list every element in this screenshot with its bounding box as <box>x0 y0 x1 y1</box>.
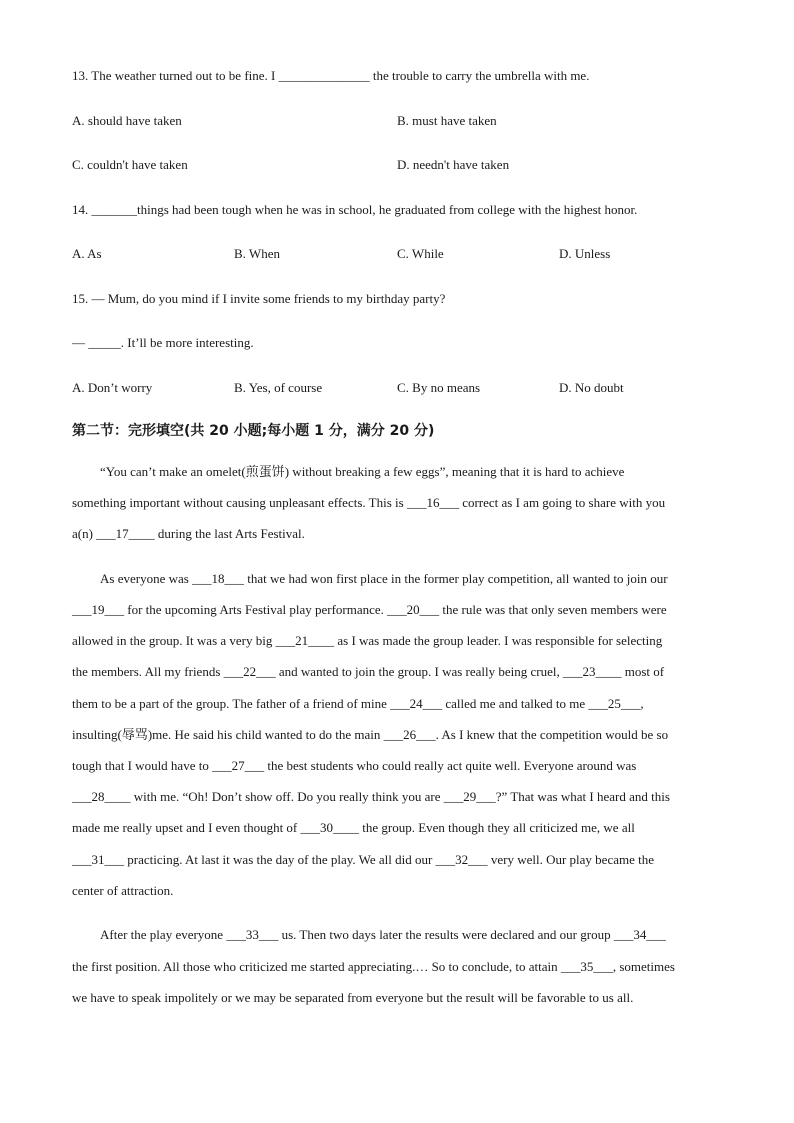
passage-line-8: them to be a part of the group. The father of a friend of mine ___24___ called me and talked to me ___25___, <box>72 696 644 711</box>
passage-line-1: “You can’t make an omelet(煎蛋饼) without breaking a few eggs”, meaning that it is hard to achieve <box>100 464 625 479</box>
question-13-stem: 13. The weather turned out to be fine. I ______________ the trouble to carry the umbrella with me. <box>72 68 590 83</box>
question-15-option-c: C. By no means <box>397 380 481 395</box>
passage-line-5: ___19___ for the upcoming Arts Festival play performance. ___20___ the rule was that only seven members were <box>72 602 667 617</box>
question-14-stem: 14. _______things had been tough when he was in school, he graduated from college with the highest honor. <box>72 202 638 217</box>
question-14-option-d: D. Unless <box>559 246 611 261</box>
question-14-option-a: A. As <box>72 246 102 261</box>
passage-line-6: allowed in the group. It was a very big ___21____ as I was made the group leader. I was responsible for selecting <box>72 633 663 648</box>
passage-line-3: a(n) ___17____ during the last Arts Festival. <box>72 526 305 541</box>
section-heading: 第二节：完形填空(共 20 小题;每小题 1 分，满分 20 分) <box>72 423 435 439</box>
question-15-response: — _____. It’ll be more interesting. <box>72 335 254 350</box>
question-15-option-b: B. Yes, of course <box>234 380 323 395</box>
question-14-option-c: C. While <box>397 246 444 261</box>
question-13-option-c: C. couldn't have taken <box>72 157 188 172</box>
passage-line-17: we have to speak impolitely or we may be separated from everyone but the result will be favorable to us all. <box>72 990 634 1005</box>
passage-line-15: After the play everyone ___33___ us. Then two days later the results were declared and our group ___34___ <box>100 927 666 942</box>
passage-line-16: the first position. All those who criticized me started appreciating.… So to conclude, to attain ___35___, sometimes <box>72 959 675 974</box>
passage-line-9: insulting(辱骂)me. He said his child wanted to do the main ___26___. As I knew that the competition would be so <box>72 727 669 742</box>
question-14-option-b: B. When <box>234 246 280 261</box>
question-15-option-a: A. Don’t worry <box>72 380 153 395</box>
passage-line-4: As everyone was ___18___ that we had won first place in the former play competition, all wanted to join our <box>100 571 668 586</box>
question-15-stem: 15. — Mum, do you mind if I invite some friends to my birthday party? <box>72 291 446 306</box>
passage-line-12: made me really upset and I even thought of ___30____ the group. Even though they all criticized me, we all <box>72 820 635 835</box>
question-13-option-d: D. needn't have taken <box>397 157 510 172</box>
passage-line-10: tough that I would have to ___27___ the best students who could really act quite well. Everyone around was <box>72 758 637 773</box>
passage-line-11: ___28____ with me. “Oh! Don’t show off. Do you really think you are ___29___?” That was what I heard and this <box>72 789 670 804</box>
passage-line-2: something important without causing unpleasant effects. This is ___16___ correct as I am going to share with you <box>72 495 666 510</box>
passage-line-13: ___31___ practicing. At last it was the day of the play. We all did our ___32___ very well. Our play became the <box>72 852 655 867</box>
question-13-option-b: B. must have taken <box>397 113 497 128</box>
question-15-option-d: D. No doubt <box>559 380 624 395</box>
passage-line-7: the members. All my friends ___22___ and wanted to join the group. I was really being cruel, ___23____ most of <box>72 664 665 679</box>
passage-line-14: center of attraction. <box>72 883 174 898</box>
question-13-option-a: A. should have taken <box>72 113 182 128</box>
